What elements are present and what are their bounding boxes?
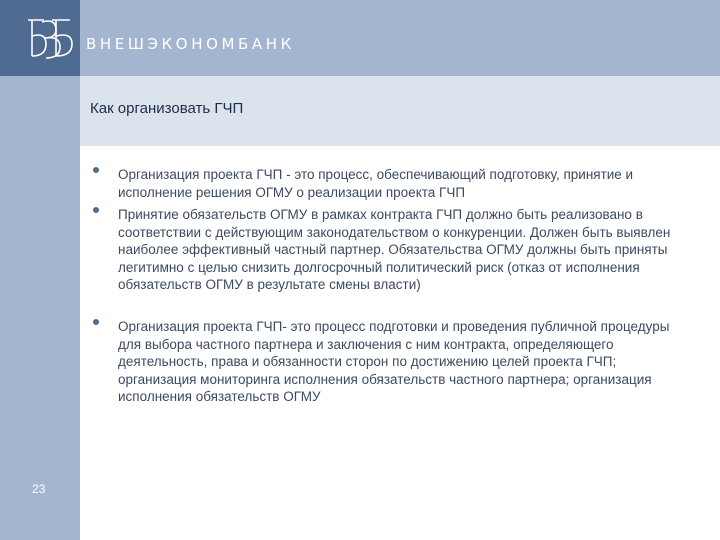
bullet-item: Организация проекта ГЧП- это процесс подготовки и проведения публичной процедуры для выбора частного партнера и заключения с ним контракта, определяющего деятельность, права и обязанности сторон по достижению целей проекта ГЧП; организация мониторинга исполнения обязательств частного партнера; организация исполнения обязательств ОГМУ [118,319,670,404]
bullet-item: Принятие обязательств ОГМУ в рамках контракта ГЧП должно быть реализовано в соответствии с действующим законодательством о конкуренции. Должен быть выявлен наиболее эффективный частный партнер. Обязательства ОГМУ должны быть приняты легитимно с целью снизить долгосрочный политический риск (отказ от исполнения обязательств ОГМУ в результате смены власти) [118,207,671,292]
slide-title: Как организовать ГЧП [90,100,244,117]
bullet-dot [93,207,99,213]
brand-name: ВНЕШЭКОНОМБАНК [86,35,295,53]
bullet-dot [93,319,99,325]
bullet-item: Организация проекта ГЧП - это процесс, обеспечивающий подготовку, принятие и исполнение решения ОГМУ о реализации проекта ГЧП [118,167,634,200]
bullet-dot [93,167,99,173]
page-number: 23 [32,482,46,496]
